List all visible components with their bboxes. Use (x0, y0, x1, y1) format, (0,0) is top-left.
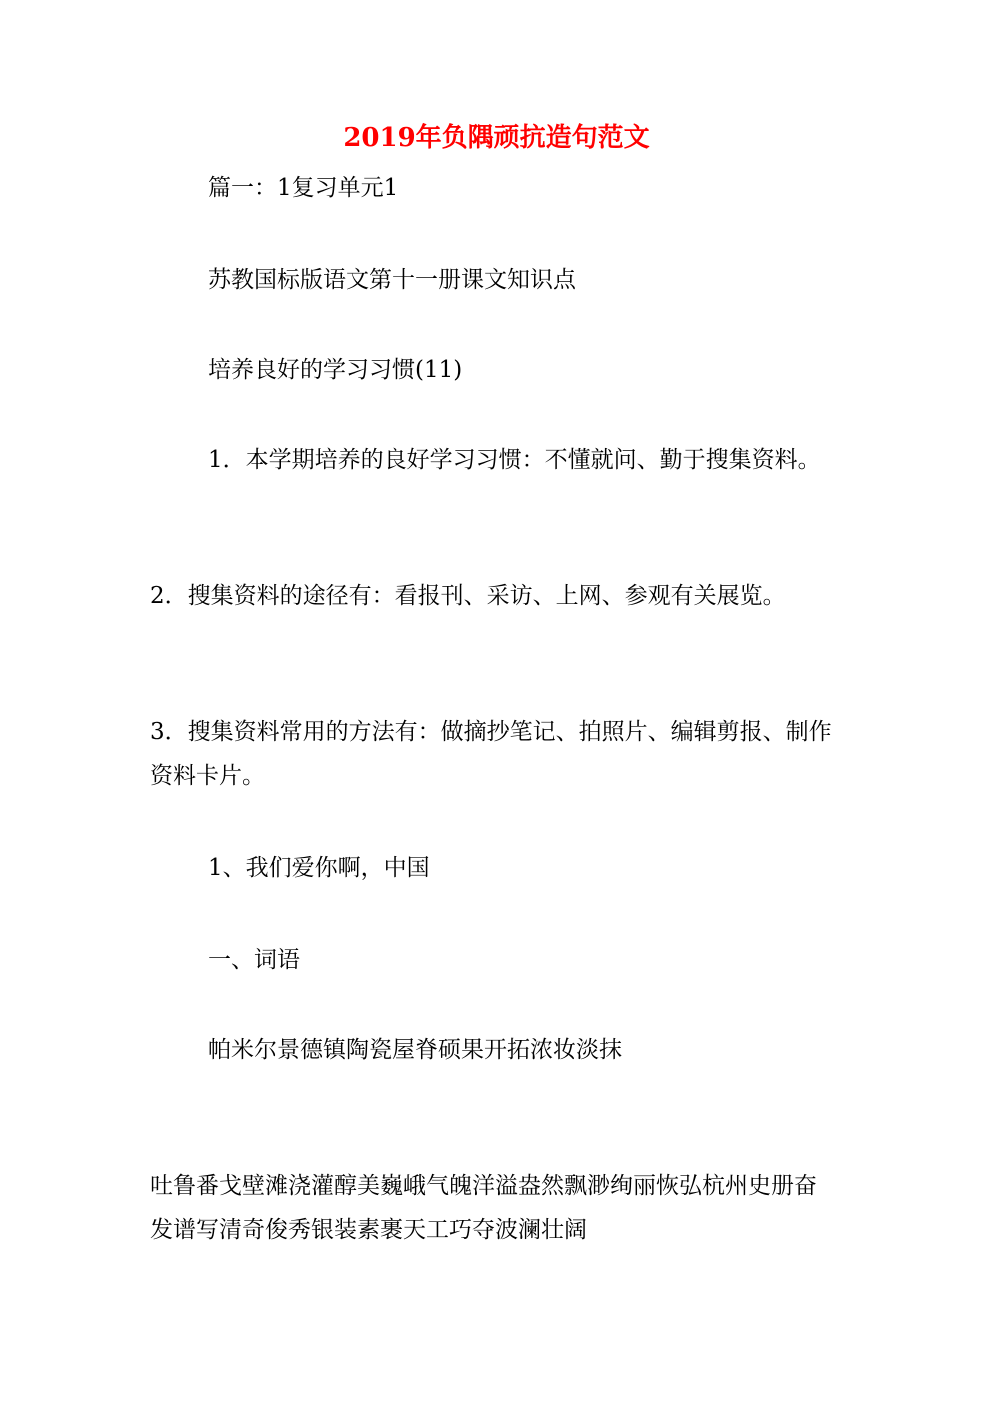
vocabulary-line: 吐鲁番戈壁滩浇灌醇美巍峨气魄洋溢盎然飘渺绚丽恢弘杭州史册奋 (150, 1173, 817, 1199)
list-item: 3．搜集资料常用的方法有：做摘抄笔记、拍照片、编辑剪报、制作 (150, 719, 832, 745)
list-item: 2．搜集资料的途径有：看报刊、采访、上网、参观有关展览。 (150, 583, 786, 609)
vocabulary-line: 发谱写清奇俊秀银装素裹天工巧夺波澜壮阔 (150, 1217, 587, 1243)
vocabulary-line: 帕米尔景德镇陶瓷屋脊硕果开拓浓妆淡抹 (208, 1037, 622, 1063)
lesson-heading: 1、我们爱你啊，中国 (208, 855, 430, 881)
list-item-continuation: 资料卡片。 (150, 763, 265, 789)
subsection-heading: 一、词语 (208, 947, 300, 973)
list-item: 1．本学期培养的良好学习习惯：不懂就问、勤于搜集资料。 (208, 447, 821, 473)
document-title: 2019年负隅顽抗造句范文 (343, 123, 650, 153)
section-heading: 篇一：1复习单元1 (208, 175, 399, 201)
paragraph-line: 培养良好的学习习惯(11) (208, 357, 463, 383)
paragraph-line: 苏教国标版语文第十一册课文知识点 (208, 267, 576, 293)
